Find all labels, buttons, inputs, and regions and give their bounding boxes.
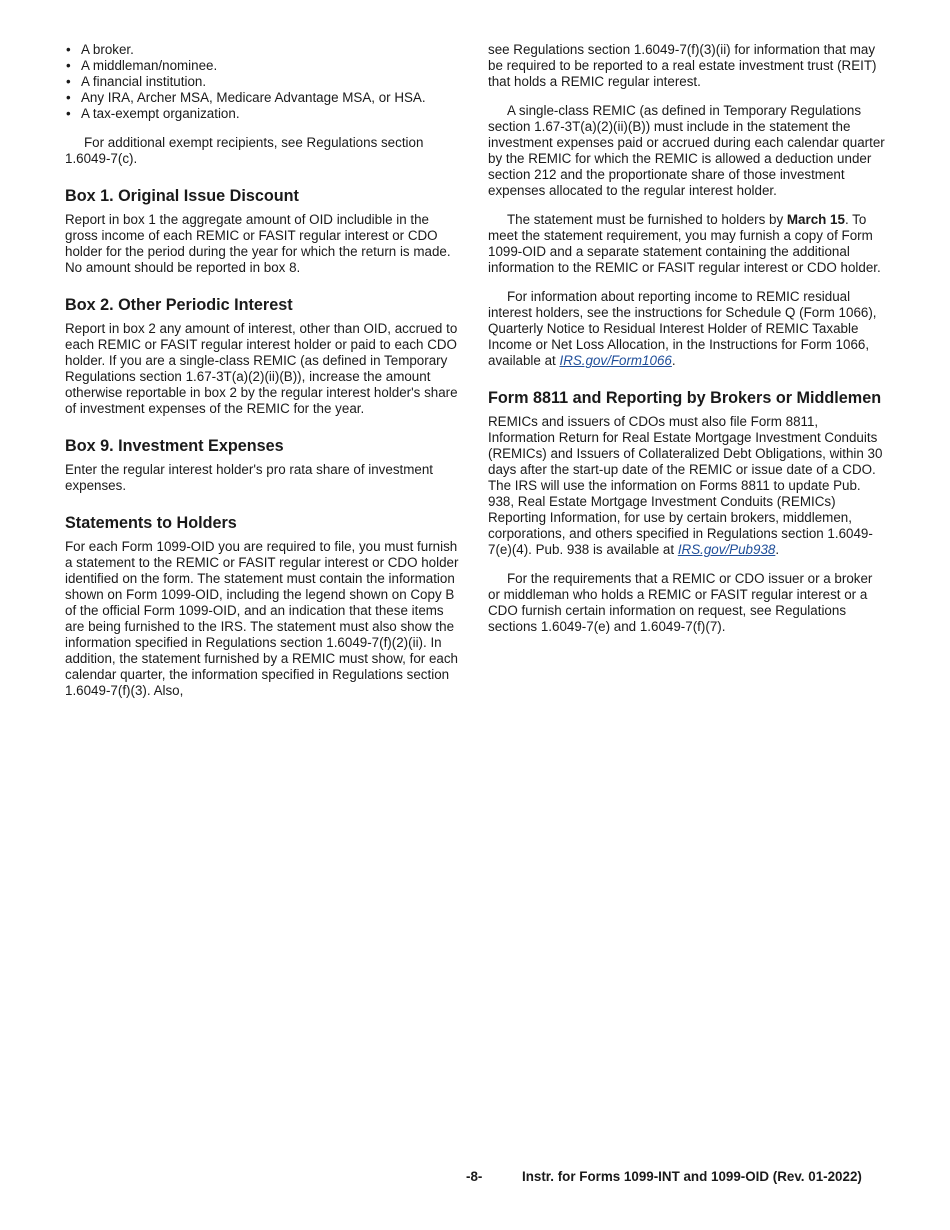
form8811-paragraph xyxy=(488,414,886,558)
box2-heading: Box 2. Other Periodic Interest xyxy=(65,296,293,314)
statements-paragraph: For each Form 1099-OID you are required to file, you must furnish a statement to the REMIC or FASIT regular interest or CDO holder identified on the form. The statement must contain the information shown on Form 1099-OID, including the legend shown on Copy B of the official Form 1099-OID, and an indication that these items are being furnished to the IRS. The statement must also show the information specified in Regulations section 1.6049-7(f)(2)(ii). In addition, the statement furnished by a REMIC must show, for each calendar quarter, the information specified in Regulations section 1.6049-7(f)(3). Also, xyxy=(65,539,459,698)
box1-heading: Box 1. Original Issue Discount xyxy=(65,187,299,205)
requirements-paragraph: For the requirements that a REMIC or CDO issuer or a broker or middleman who holds a REMIC or FASIT regular interest or a CDO furnish certain information on request, see Regulations sections 1.6049-7(e) and 1.6049-7(f)(7). xyxy=(488,571,873,634)
residual-text: For information about reporting income to REMIC residual interest holders, see the instructions for Schedule Q (Form 1066), Quarterly Notice to Residual Interest Holder of REMIC Taxable Income or Net Loss Allocation, in the Instructions for Form 1066, available at xyxy=(488,289,877,368)
deadline-date: March 15 xyxy=(786,212,845,227)
box2-paragraph: Report in box 2 any amount of interest, other than OID, accrued to each REMIC or FASIT regular interest holder or paid to each CDO holder. If you are a single-class REMIC (as defined in Temporary Regulations section 1.67-3T(a)(2)(ii)(B)), increase the amount otherwise reportable in box 2 by the regular interest holder's share of investment expenses of the REMIC for the year. xyxy=(65,321,458,416)
pub938-link[interactable]: IRS.gov/Pub938 xyxy=(677,542,776,557)
residual-text-end: . xyxy=(671,353,676,368)
residual-interest-paragraph xyxy=(488,289,886,369)
box9-paragraph: Enter the regular interest holder's pro rata share of investment expenses. xyxy=(65,462,434,493)
page-number: -8- xyxy=(466,1169,483,1184)
form8811-text: REMICs and issuers of CDOs must also file Form 8811, Information Return for Real Estate Mortgage Investment Conduits (REMICs) and Issuers of Collateralized Debt Obligations, within 30 days after the start-up date of the REMIC or issue date of a CDO. The IRS will use the information on Forms 8811 to update Pub. 938, Real Estate Mortgage Investment Conduits (REMICs) Reporting Information, for use by certain brokers, middlemen, corporations, and others specified in Regulations section 1.6049-7(e)(4). Pub. 938 is available at xyxy=(488,414,883,557)
furnish-text-end: . To meet the statement requirement, you may furnish a copy of Form 1099-OID and a separate statement containing the additional information to the REMIC or FASIT regular interest or CDO holder. xyxy=(488,212,881,275)
form8811-text-end: . xyxy=(775,542,780,557)
list-item: • A broker. xyxy=(65,42,463,58)
exempt-recipients-list xyxy=(65,42,463,122)
list-item: • A tax-exempt organization. xyxy=(65,106,463,122)
page-footer xyxy=(0,1169,950,1187)
document-title: Instr. for Forms 1099-INT and 1099-OID (Rev. 01-2022) xyxy=(522,1169,862,1184)
single-class-remic-paragraph: A single-class REMIC (as defined in Temporary Regulations section 1.67-3T(a)(2)(ii)(B)) must include in the statement the investment expenses paid or accrued during each calendar quarter by the REMIC for which the REMIC is allowed a deduction under section 212 and the proportionate share of those investment expenses allocated to the regular interest holder. xyxy=(488,103,885,198)
list-item: • Any IRA, Archer MSA, Medicare Advantage MSA, or HSA. xyxy=(65,90,463,106)
box9-heading: Box 9. Investment Expenses xyxy=(65,437,284,455)
form1066-link[interactable]: IRS.gov/Form1066 xyxy=(559,353,672,368)
right-column xyxy=(488,42,886,635)
form8811-heading: Form 8811 and Reporting by Brokers or Middlemen xyxy=(488,389,882,407)
left-column xyxy=(65,42,463,699)
list-item: • A middleman/nominee. xyxy=(65,58,463,74)
furnish-text-start: The statement must be furnished to holders by xyxy=(507,212,787,227)
list-item: • A financial institution. xyxy=(65,74,463,90)
exempt-recipients-paragraph: For additional exempt recipients, see Regulations section 1.6049-7(c). xyxy=(65,135,424,166)
box1-paragraph: Report in box 1 the aggregate amount of OID includible in the gross income of each REMIC or FASIT regular interest or CDO holder for the period during the year for which the return is made. No amount should be reported in box 8. xyxy=(65,212,451,275)
statements-heading: Statements to Holders xyxy=(65,514,237,532)
continued-paragraph: see Regulations section 1.6049-7(f)(3)(ii) for information that may be required to be reported to a real estate investment trust (REIT) that holds a REMIC regular interest. xyxy=(488,42,877,89)
furnish-statement-paragraph xyxy=(488,212,886,276)
